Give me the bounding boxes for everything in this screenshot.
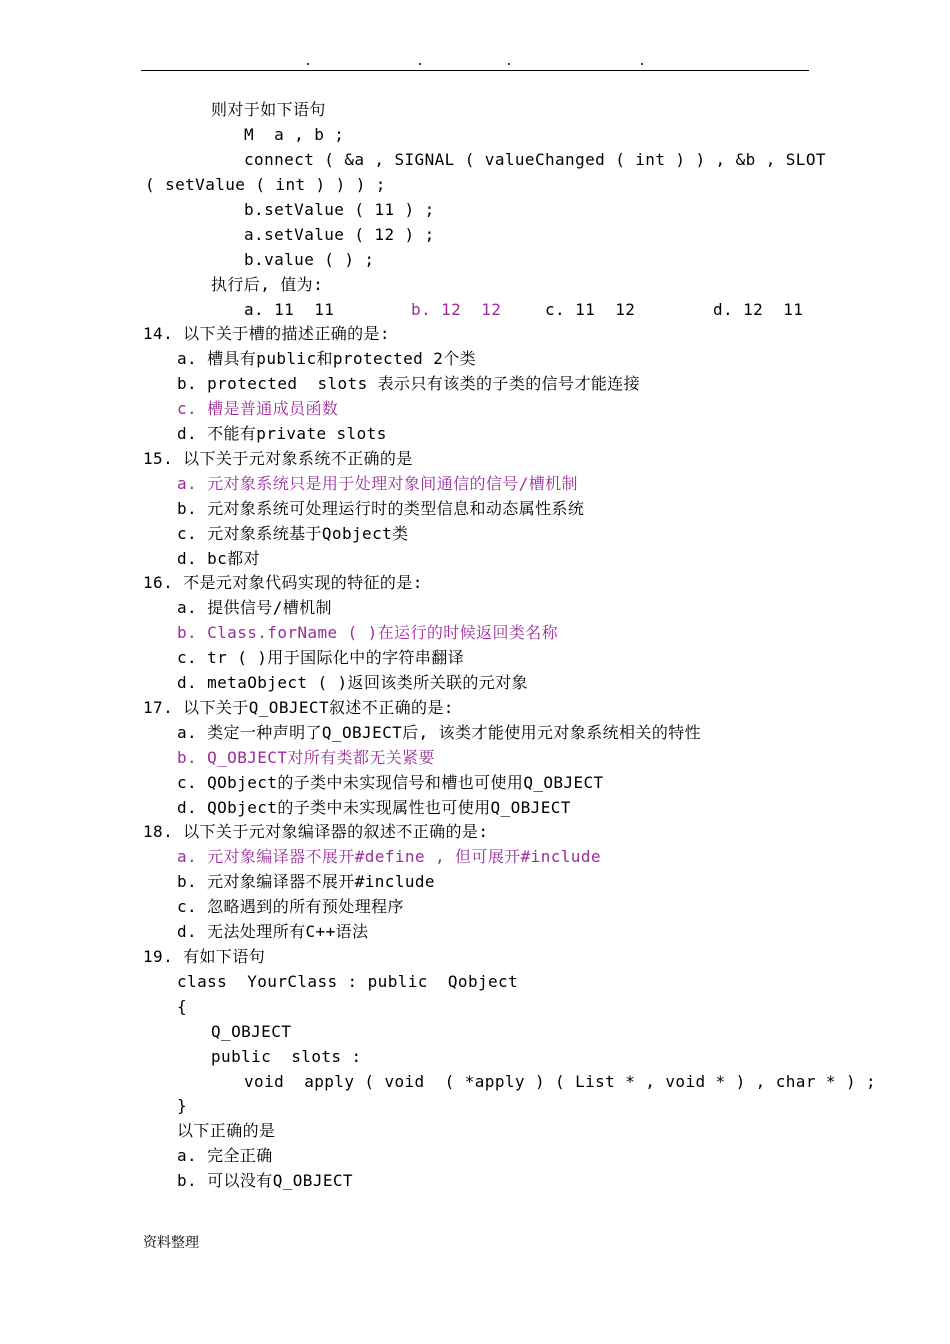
text-line: 执行后, 值为: xyxy=(211,275,324,294)
text-line: } xyxy=(177,1096,188,1115)
text-line: b. 元对象编译器不展开#include xyxy=(177,872,435,891)
header-rule xyxy=(141,70,809,71)
text-line: b.setValue ( 11 ) ; xyxy=(244,200,435,219)
text-line: d. 不能有private slots xyxy=(177,424,387,443)
text-line: c. QObject的子类中未实现信号和槽也可使用Q_OBJECT xyxy=(177,773,604,792)
answer-option: b. 12 12 xyxy=(411,300,502,319)
text-line: c. tr ( )用于国际化中的字符串翻译 xyxy=(177,648,465,667)
text-line: b.value ( ) ; xyxy=(244,250,375,269)
header-dot xyxy=(641,63,643,65)
text-line: b. protected slots 表示只有该类的子类的信号才能连接 xyxy=(177,374,641,393)
answer-line: c. 槽是普通成员函数 xyxy=(177,399,339,418)
text-line: public slots : xyxy=(211,1047,362,1066)
text-line: { xyxy=(177,997,188,1016)
text-line: ( setValue ( int ) ) ) ; xyxy=(145,175,386,194)
answer-line: b. Class.forName ( )在运行的时候返回类名称 xyxy=(177,623,559,642)
text-line: class YourClass : public Qobject xyxy=(177,972,519,991)
option: c. 11 12 xyxy=(545,300,636,319)
text-line: a. 提供信号/槽机制 xyxy=(177,598,332,617)
header-dot xyxy=(307,63,309,65)
text-line: 18. 以下关于元对象编译器的叙述不正确的是: xyxy=(143,822,489,841)
text-line: 17. 以下关于Q_OBJECT叙述不正确的是: xyxy=(143,698,454,717)
text-line: a. 完全正确 xyxy=(177,1146,273,1165)
text-line: 以下正确的是 xyxy=(177,1121,276,1140)
header-dot xyxy=(508,63,510,65)
option: a. 11 11 xyxy=(244,300,335,319)
text-line: d. bc都对 xyxy=(177,549,260,568)
text-line: d. QObject的子类中未实现属性也可使用Q_OBJECT xyxy=(177,798,571,817)
text-line: Q_OBJECT xyxy=(211,1022,292,1041)
text-line: a. 类定一种声明了Q_OBJECT后, 该类才能使用元对象系统相关的特性 xyxy=(177,723,702,742)
text-line: a.setValue ( 12 ) ; xyxy=(244,225,435,244)
text-line: M a , b ; xyxy=(244,125,345,144)
text-line: b. 可以没有Q_OBJECT xyxy=(177,1171,353,1190)
answer-line: a. 元对象编译器不展开#define , 但可展开#include xyxy=(177,847,601,866)
text-line: d. metaObject ( )返回该类所关联的元对象 xyxy=(177,673,528,692)
text-line: b. 元对象系统可处理运行时的类型信息和动态属性系统 xyxy=(177,499,585,518)
text-line: 15. 以下关于元对象系统不正确的是 xyxy=(143,449,413,468)
text-line: 则对于如下语句 xyxy=(211,100,326,119)
text-line: d. 无法处理所有C++语法 xyxy=(177,922,369,941)
text-line: a. 槽具有public和protected 2个类 xyxy=(177,349,477,368)
answer-line: b. Q_OBJECT对所有类都无关紧要 xyxy=(177,748,435,767)
text-line: connect ( &a , SIGNAL ( valueChanged ( int ) ) , &b , SLOT xyxy=(244,150,826,169)
text-line: 16. 不是元对象代码实现的特征的是: xyxy=(143,573,423,592)
text-line: 19. 有如下语句 xyxy=(143,947,266,966)
answer-line: a. 元对象系统只是用于处理对象间通信的信号/槽机制 xyxy=(177,474,578,493)
footer-label: 资料整理 xyxy=(143,1235,199,1251)
text-line: void apply ( void ( *apply ) ( List * , void * ) , char * ) ; xyxy=(244,1072,877,1091)
text-line: c. 元对象系统基于Qobject类 xyxy=(177,524,409,543)
option: d. 12 11 xyxy=(713,300,804,319)
header-dot xyxy=(419,63,421,65)
text-line: 14. 以下关于槽的描述正确的是: xyxy=(143,324,390,343)
text-line: c. 忽略遇到的所有预处理程序 xyxy=(177,897,404,916)
